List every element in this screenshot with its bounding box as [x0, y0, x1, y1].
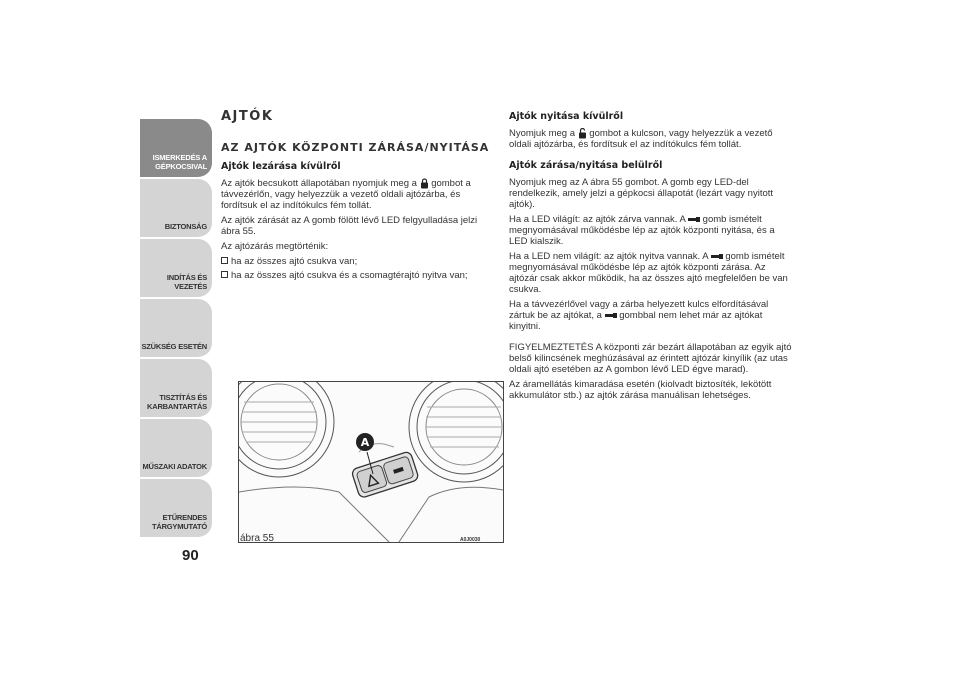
paragraph: Az ajtók zárását az A gomb fölött lévő LED felgyulladása jelzi ábra 55.	[221, 215, 478, 238]
text: ha az összes ajtó csukva van;	[231, 256, 358, 268]
key-icon	[711, 253, 723, 260]
callout-label: A	[360, 436, 370, 449]
text: gomb ismételt megnyomásával működésbe lép az ajtók központi zárása. Az ajtózár csak akkor működik, ha az összes ajtó megfelelően be van csukva.	[509, 251, 788, 296]
figure-code: A0J0030	[460, 537, 481, 543]
list-item	[221, 256, 491, 267]
text: gombot a kulcson, vagy helyezzük a vezető oldali ajtózárba, és fordítsuk el az indítókulcs fém tollát.	[509, 128, 773, 151]
text: Az ajtók becsukott állapotában nyomjuk meg a	[221, 178, 417, 190]
right-column	[509, 111, 792, 405]
tab-biztonsag[interactable]	[140, 179, 212, 237]
figure-caption: ábra 55	[240, 533, 274, 544]
text: gombbal nem lehet már az ajtókat kinyitni.	[509, 310, 763, 333]
text: Nyomjuk meg a	[509, 128, 575, 140]
heading-inside: Ajtók zárása/nyitása belülről	[509, 160, 663, 172]
unlock-icon	[578, 128, 587, 139]
tab-label: BIZTONSÁG	[164, 222, 207, 231]
tab-szukseg[interactable]	[140, 299, 212, 357]
chapter-sidebar	[140, 119, 212, 539]
paragraph	[509, 251, 792, 295]
page-number: 90	[182, 547, 199, 564]
tab-muszaki[interactable]	[140, 419, 212, 477]
key-icon	[688, 216, 700, 223]
paragraph: Nyomjuk meg az A ábra 55 gombot. A gomb egy LED-del rendelkezik, amely jelzi a gépkocsi állapotát (lezárt vagy nyitott ajtók).	[509, 177, 774, 211]
warning-paragraph: FIGYELMEZTETÉS A központi zár bezárt állapotában az egyik ajtó belső kilincsének meghúzásával az érintett ajtózár kinyílik (az utas oldali ajtó esetében az A gombon lévő LED égve marad).	[509, 342, 792, 376]
paragraph	[221, 178, 491, 211]
section-title: AZ AJTÓK KÖZPONTI ZÁRÁSA/NYITÁSA	[221, 141, 490, 154]
text: gombot a távvezérlőn, vagy helyezzük a vezető oldali ajtózárba, és fordítsuk el az indítókulcs fém tollát.	[221, 178, 471, 212]
text: gomb ismételt megnyomásával működésbe lép az ajtók központi nyitása, és a LED kialszik.	[509, 214, 775, 248]
tab-ismerkedes[interactable]	[140, 119, 212, 177]
figure-55	[238, 381, 504, 543]
text: Ha a LED világít: az ajtók zárva vannak. A	[509, 214, 686, 226]
tab-inditas[interactable]	[140, 239, 212, 297]
tab-label: INDÍTÁS ÉS VEZETÉS	[166, 273, 207, 291]
dashboard-illustration	[239, 382, 503, 542]
tab-label: ISMERKEDÉS A GÉPKOCSIVAL	[152, 153, 207, 171]
heading-open-outside: Ajtók nyitása kívülről	[509, 111, 624, 122]
left-column	[221, 111, 491, 284]
tab-label: TISZTÍTÁS ÉS KARBANTARTÁS	[147, 393, 207, 411]
section1-heading: Ajtók lezárása kívülről	[221, 161, 341, 172]
text: Ha a LED nem világít: az ajtók nyitva vannak. A	[509, 251, 709, 263]
tab-targymutato[interactable]	[140, 479, 212, 537]
paragraph	[509, 128, 792, 150]
paragraph: Az ajtózárás megtörténik:	[221, 241, 329, 253]
paragraph	[509, 214, 792, 247]
lock-icon	[420, 178, 429, 189]
paragraph: Az áramellátás kimaradása esetén (kiolvadt biztosíték, lekötött akkumulátor stb.) az ajtók zárása manuálisan lehetséges.	[509, 379, 772, 402]
list-item	[221, 270, 491, 281]
tab-label: ETŰRENDES TÁRGYMUTATÓ	[151, 513, 207, 531]
text: ha az összes ajtó csukva és a csomagtérajtó nyitva van;	[231, 270, 468, 282]
tab-tisztitas[interactable]	[140, 359, 212, 417]
page-title: AJTÓK	[221, 109, 274, 124]
tab-label: SZÜKSÉG ESETÉN	[141, 342, 207, 351]
text: Ha a távvezérlővel vagy a zárba helyezett kulcs elfordításával zártuk be az ajtókat, a	[509, 299, 769, 322]
paragraph	[509, 299, 792, 332]
tab-label: MŰSZAKI ADATOK	[142, 462, 207, 471]
bullet-box-icon	[221, 257, 228, 264]
bullet-box-icon	[221, 271, 228, 278]
key-icon	[605, 312, 617, 319]
